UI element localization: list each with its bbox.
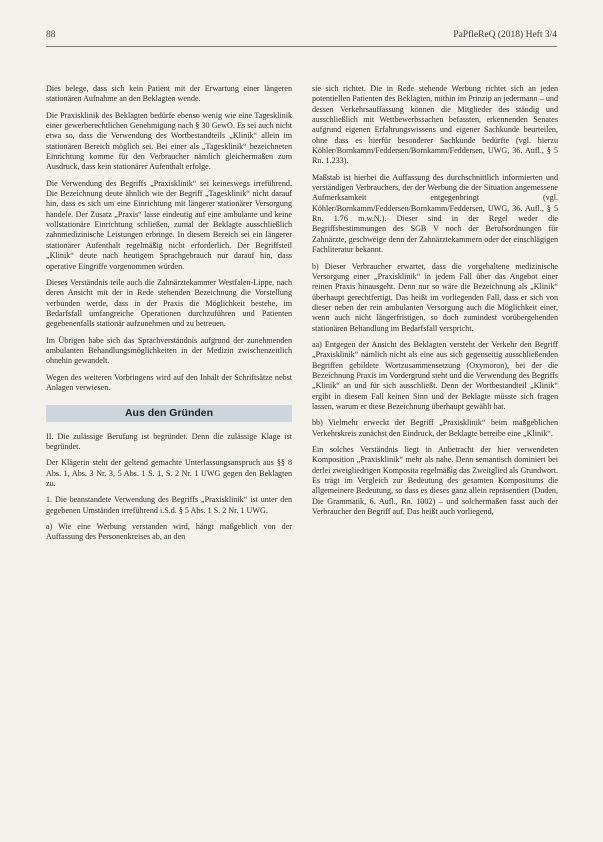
paragraph: Dieses Verständnis teile auch die Zahnärztekammer Westfalen-Lippe, nach deren Ansicht mit der in Rede stehenden Bezeichnung die Vorstellung verbunden werde, dass in der Praxis die Möglichkeit bestehe, im Bedarfsfall umfangreiche Operationen durchzuführen und Patienten gegebenenfalls stationär aufzunehmen und zu betreuen. [46, 277, 292, 329]
paragraph: a) Wie eine Werbung verstanden wird, hängt maßgeblich von der Auffassung des Personenkreises ab, an den [46, 522, 292, 542]
header-rule [46, 46, 557, 47]
paragraph: Dies belege, dass sich kein Patient mit der Erwartung einer längeren stationären Aufnahme an den Beklagten wende. [46, 84, 292, 104]
paragraph: Der Klägerin steht der geltend gemachte Unterlassungsanspruch aus §§ 8 Abs. 1, Abs. 3 Nr. 3, 5 Abs. 1 S. 1, S. 2 Nr. 1 UWG gegen den Beklagten zu. [46, 458, 292, 488]
paragraph: Die Praxisklinik des Beklagten bedürfe ebenso wenig wie eine Tagesklinik einer gewerberechtlichen Genehmigung nach § 30 GewO. Es sei auch nicht etwa so, dass die Verwendung des Wortbestandteils „Klinik“ allein im stationären Bereich möglich sei. Bei einer als „Tagesklinik“ bezeichneten Einrichtung komme für den Verbraucher nämlich gleichermaßen zum Ausdruck, dass kein stationärer Aufenthalt erfolge. [46, 110, 292, 172]
paragraph: sie sich richtet. Die in Rede stehende Werbung richtet sich an jeden potentiellen Patienten des Beklagten, mithin im Prinzip an jedermann – und dessen Verkehrsauffassung können die Mitglieder des ständig und ausschließlich mit Wettbewerbssachen befassten, erkennenden Senates aufgrund eigenen Erfahrungswissens und eigener Sachkunde beurteilen, ohne dass es hierfür besonderer Sachkunde bedürfte (vgl. hierzu Köhler/Bornkamm/Feddersen/Bornkamm/Feddersen, UWG, 36. Aufl., § 5 Rn. 1.233). [312, 84, 558, 166]
journal-reference: PaPfleReQ (2018) Heft 3/4 [453, 30, 557, 40]
paragraph: II. Die zulässige Berufung ist begründet. Denn die zulässige Klage ist begründet. [46, 431, 292, 451]
paragraph: 1. Die beanstandete Verwendung des Begriffs „Praxisklinik“ ist unter den gegebenen Umständen irreführend i.S.d. § 5 Abs. 1 S. 2 Nr. 1 UWG. [46, 495, 292, 515]
page-header [46, 30, 557, 40]
page-number: 88 [46, 30, 56, 40]
paragraph: Maßstab ist hierbei die Auffassung des durchschnittlich informierten und verständigen Verbrauchers, der der Werbung die der Situation angemessene Aufmerksamkeit entgegenbringt (vgl. Köhler/Bornkamm/Feddersen/Bornkamm/Feddersen, UWG, 36. Aufl., § 5 Rn. 1.76 m.w.N.). Dieser sind in der Regel weder die Begriffsbestimmungen des SGB V noch der Berufsordnungen für Zahnärzte, geschweige denn der Zahnärztekammern oder der einschlägigen Fachliteratur bekannt. [312, 172, 558, 255]
left-column [46, 84, 292, 549]
section-heading: Aus den Gründen [46, 405, 292, 421]
paragraph: aa) Entgegen der Ansicht des Beklagten versteht der Verkehr den Begriff „Praxisklinik“ nämlich nicht als eine aus sich gegenseitig ausschließenden Begriffen gebildete Wortzusammensetzung (Oxymoron), bei der die Bezeichnung Praxis im Vordergrund steht und die Verwendung des Begriffs „Klinik“ an und für sich ausschließt. Denn der Wortbestandteil „Klinik“ ergibt in diesem Fall keinen Sinn und der Beklagte müsste sich fragen lassen, warum er diese Bezeichnung überhaupt gewählt hat. [312, 339, 558, 411]
paragraph: b) Dieser Verbraucher erwartet, dass die vorgehaltene medizinische Versorgung einer „Praxisklinik“ in jedem Fall über das Angebot einer reinen Praxis hinausgeht. Denn nur so wäre die Bezeichnung als „Klinik“ überhaupt gerechtfertigt. Das heißt im vorliegenden Fall, dass er sich von dieser neben der rein ambulanten Versorgung auch die Möglichkeit einer, wenn auch nicht längerfristigen, so doch zumindest vorübergehenden stationären Behandlung im Bedarfsfall verspricht. [312, 261, 558, 333]
paragraph: Ein solches Verständnis liegt in Anbetracht der hier verwendeten Komposition „Praxisklinik“ mehr als nahe. Denn semantisch dominiert bei derlei zweigliedrigen Komposita regelmäßig das Zweitglied als Grundwort. Es trägt im Vergleich zur Bedeutung des gesamten Kompositums die allgemeinere Bedeutung, so dass es dieses ganz allein repräsentiert (Duden, Die Grammatik, 6. Aufl., Rn. 1002) – und solchermaßen fasst auch der Verbraucher den Begriff auf. Das heißt auch vorliegend, [312, 445, 558, 517]
paragraph: Die Verwendung des Begriffs „Praxisklinik“ sei keineswegs irreführend. Die Bezeichnung deute ähnlich wie der Begriff „Tagesklinik“ nicht darauf hin, dass es sich um eine Einrichtung mit längerer stationärer Versorgung handele. Der Zusatz „Praxis“ lasse eindeutig auf eine ambulante und keine vollstationäre Einrichtung schließen, zumal der Beklagte ausschließlich zahnmedizinische Leistungen erbringe. In diesem Bereich sei ein längerer stationärer Aufenthalt regelmäßig nicht erforderlich. Der Begriffsteil „Klinik“ deute nach heutigem Sprachgebrauch nur darauf hin, dass operative Eingriffe vorgenommen würden. [46, 178, 292, 271]
paragraph: Im Übrigen habe sich das Sprachverständnis aufgrund der zunehmenden ambulanten Behandlungsmöglichkeiten in der Medizin zwischenzeitlich ohnehin gewandelt. [46, 335, 292, 366]
paragraph: bb) Vielmehr erweckt der Begriff „Praxisklinik“ beim maßgeblichen Verkehrskreis zunächst den Eindruck, der Beklagte betreibe eine „Klinik“. [312, 418, 558, 438]
paragraph: Wegen des weiteren Vorbringens wird auf den Inhalt der Schriftsätze nebst Anlagen verwiesen. [46, 372, 292, 392]
right-column [312, 84, 558, 523]
